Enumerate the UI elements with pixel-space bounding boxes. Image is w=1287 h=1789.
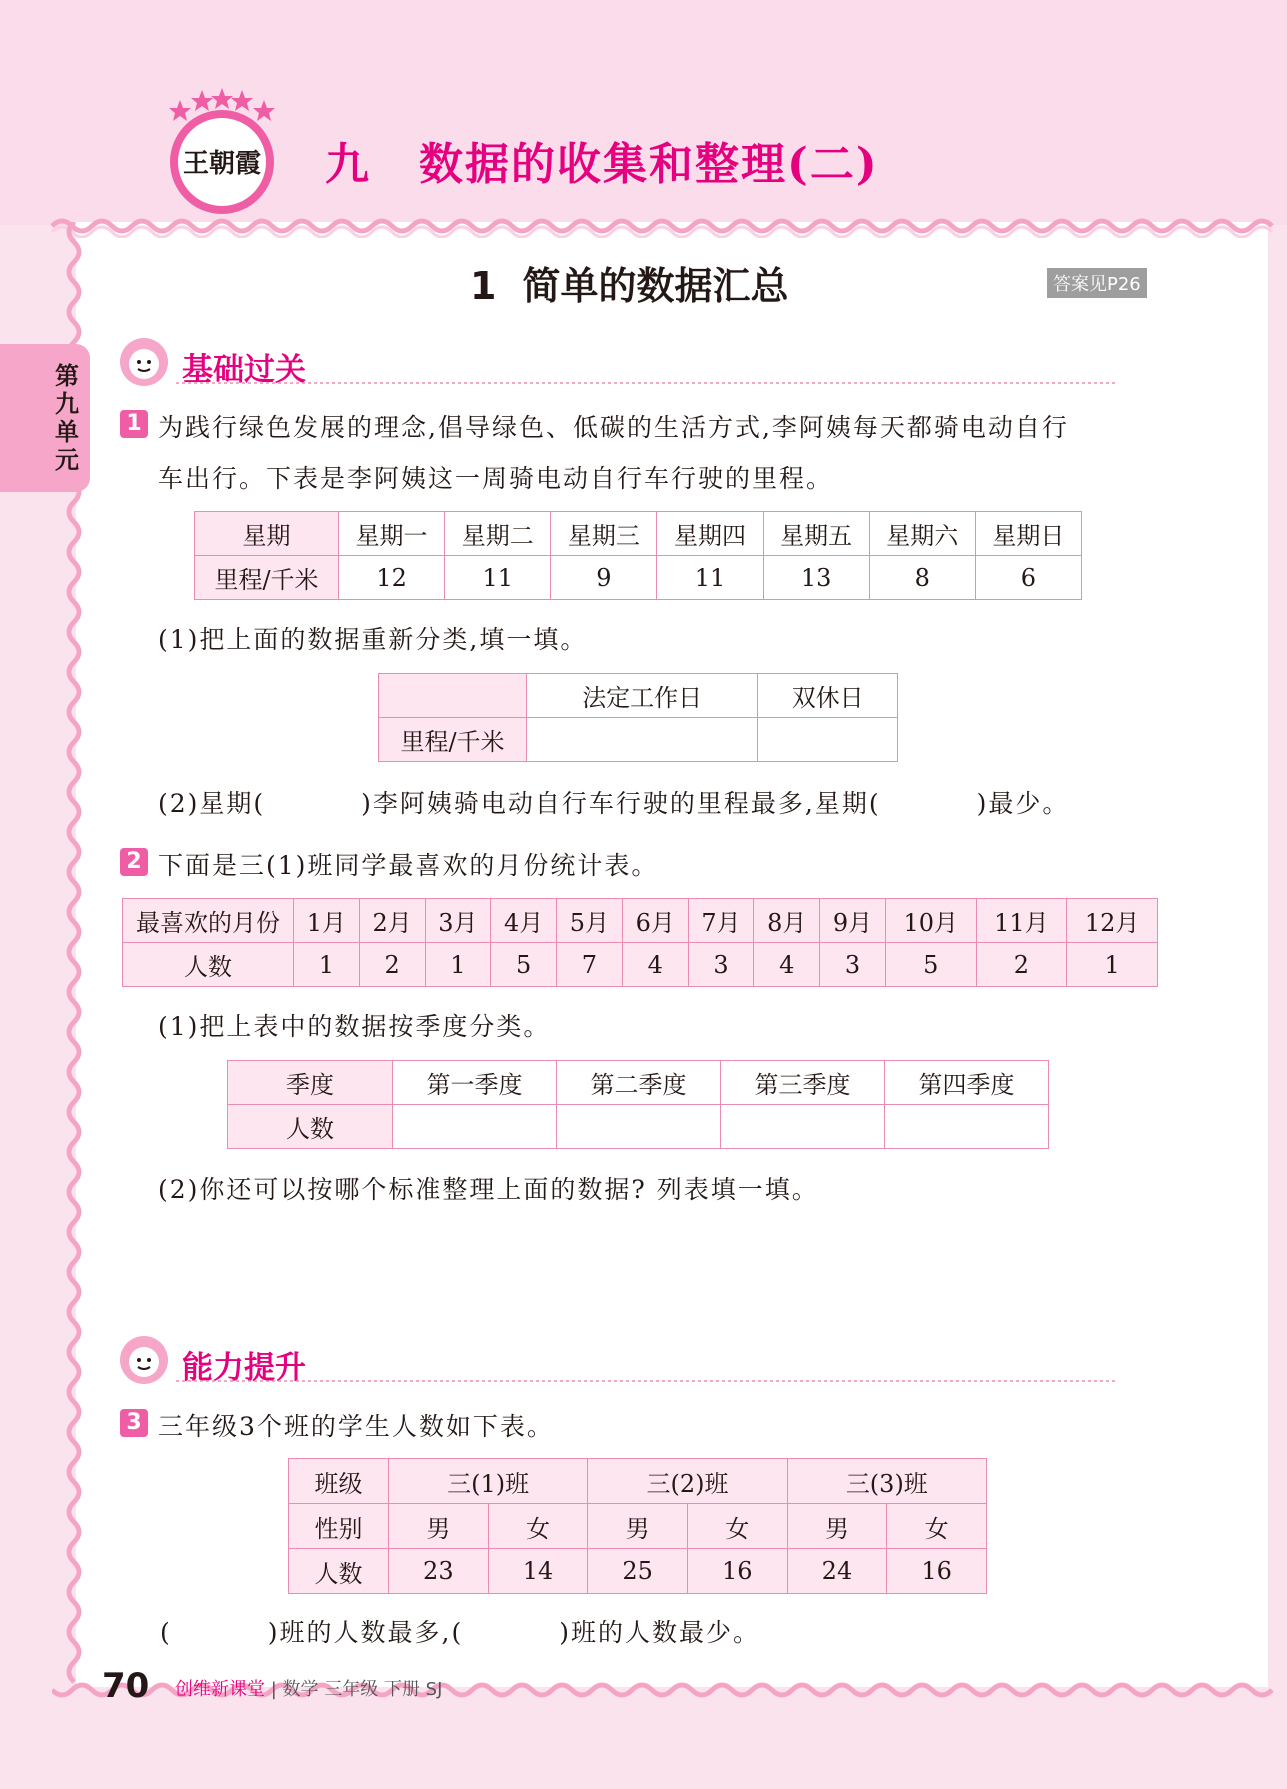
answer-reference-badge: 答案见P26: [1047, 268, 1147, 298]
table-row-label: 人数: [228, 1105, 393, 1149]
svg-text:王朝霞: 王朝霞: [182, 149, 262, 179]
section-dotted-line: [176, 1378, 1116, 1384]
table-cell: 5: [491, 943, 557, 987]
table-header-cell: 9月: [820, 899, 886, 943]
table-header-cell: 星期二: [445, 512, 551, 556]
q1-sub2-part1: (2)星期(: [158, 789, 266, 818]
q1-sub2-part3: )最少。: [976, 789, 1070, 818]
q2-sub1: (1)把上表中的数据按季度分类。: [158, 1012, 551, 1041]
table-cell: 14: [488, 1549, 588, 1594]
table-header-cell: 2月: [359, 899, 425, 943]
table-cell: 11: [445, 556, 551, 600]
q2-month-table: [122, 898, 1158, 987]
q1-mileage-table: [194, 511, 1082, 600]
table-header-cell: 11月: [976, 899, 1067, 943]
q3-answer: [160, 1613, 760, 1649]
lesson-title: [470, 255, 788, 310]
table-cell: 4: [622, 943, 688, 987]
table-header-cell: 星期四: [657, 512, 763, 556]
footer-brand: 创维新课堂: [175, 1679, 265, 1700]
table-header-cell: 12月: [1067, 899, 1158, 943]
q2-quarter-table: [227, 1060, 1049, 1149]
section-label-advanced: 能力提升: [182, 1350, 306, 1386]
footer-subject-info: 数学 三年级 下册 SJ: [282, 1679, 443, 1700]
chapter-title: [325, 128, 879, 192]
table-cell: 男: [588, 1504, 688, 1549]
table-cell: 6: [975, 556, 1081, 600]
q1-sub2-part2: )李阿姨骑电动自行车行驶的里程最多,星期(: [361, 789, 881, 818]
table-cell: 25: [588, 1549, 688, 1594]
table-cell: 4: [754, 943, 820, 987]
table-cell: 2: [359, 943, 425, 987]
table-cell: 8: [869, 556, 975, 600]
table-row-label: 人数: [123, 943, 294, 987]
q1-text-line2: 车出行。下表是李阿姨这一周骑电动自行车行驶的里程。: [158, 464, 834, 493]
table-header-cell: 双休日: [758, 674, 898, 718]
brand-logo-icon: [158, 88, 286, 216]
q1-text-line1: 为践行绿色发展的理念,倡导绿色、低碳的生活方式,李阿姨每天都骑电动自行: [158, 413, 1069, 442]
question-number-2: 2: [120, 848, 148, 876]
page-number: 70: [102, 1666, 150, 1706]
table-cell: 5: [885, 943, 976, 987]
q3-class-table: [288, 1458, 987, 1594]
table-cell: 9: [551, 556, 657, 600]
blank-answer-cell[interactable]: [527, 718, 758, 762]
mascot-icon: [118, 1334, 170, 1386]
table-header-cell: 5月: [557, 899, 623, 943]
table-header-cell: 第二季度: [557, 1061, 721, 1105]
q3-text: 三年级3个班的学生人数如下表。: [158, 1412, 554, 1441]
table-row-label: 性别: [289, 1504, 389, 1549]
table-cell: 24: [787, 1549, 887, 1594]
question-number-1: 1: [120, 410, 148, 438]
table-header-cell: 星期五: [763, 512, 869, 556]
q1-sub1: (1)把上面的数据重新分类,填一填。: [158, 625, 588, 654]
table-header-cell: 8月: [754, 899, 820, 943]
q1-sub2: [158, 784, 1069, 820]
footer-band: [0, 1705, 1287, 1789]
table-header-cell: [379, 674, 527, 718]
question-number-3: 3: [120, 1409, 148, 1437]
table-header-cell: 3月: [425, 899, 491, 943]
table-cell: 男: [787, 1504, 887, 1549]
table-header-cell: 星期六: [869, 512, 975, 556]
table-header-cell: 第一季度: [393, 1061, 557, 1105]
table-cell: 1: [1067, 943, 1158, 987]
table-cell: 12: [339, 556, 445, 600]
unit-side-tab-label: 第九单元: [55, 362, 79, 474]
table-cell: 23: [389, 1549, 489, 1594]
footer-info: 创维新课堂 | 数学 三年级 下册 SJ: [175, 1679, 443, 1700]
section-dotted-line: [176, 380, 1116, 386]
table-header-cell: 第三季度: [721, 1061, 885, 1105]
table-header-cell: 三(3)班: [787, 1459, 986, 1504]
blank-answer-cell[interactable]: [758, 718, 898, 762]
blank-answer-cell[interactable]: [885, 1105, 1049, 1149]
table-header-cell: 1月: [294, 899, 360, 943]
blank-answer-cell[interactable]: [393, 1105, 557, 1149]
q3-answer-part2: )班的人数最多,(: [267, 1618, 464, 1647]
table-cell: 16: [687, 1549, 787, 1594]
table-cell: 1: [294, 943, 360, 987]
table-header-cell: 法定工作日: [527, 674, 758, 718]
q3-answer-part1: (: [160, 1618, 172, 1647]
table-cell: 13: [763, 556, 869, 600]
table-cell: 3: [688, 943, 754, 987]
table-cell: 女: [887, 1504, 987, 1549]
section-header-advanced: [116, 1334, 1160, 1390]
section-header-basic: [116, 336, 1160, 392]
mascot-icon: [118, 336, 170, 388]
table-cell: 11: [657, 556, 763, 600]
table-header-cell: 星期一: [339, 512, 445, 556]
table-header-cell: 星期日: [975, 512, 1081, 556]
section-label-basic: 基础过关: [182, 352, 306, 388]
table-cell: 3: [820, 943, 886, 987]
table-header-cell: 10月: [885, 899, 976, 943]
table-header-cell: 班级: [289, 1459, 389, 1504]
table-cell: 男: [389, 1504, 489, 1549]
chapter-title-text: 数据的收集和整理(二): [419, 139, 879, 190]
table-row-label: 人数: [289, 1549, 389, 1594]
table-cell: 16: [887, 1549, 987, 1594]
table-cell: 2: [976, 943, 1067, 987]
table-header-cell: 最喜欢的月份: [123, 899, 294, 943]
table-header-cell: 季度: [228, 1061, 393, 1105]
chapter-number: 九: [325, 139, 371, 190]
table-cell: 1: [425, 943, 491, 987]
table-header-cell: 7月: [688, 899, 754, 943]
blank-answer-cell[interactable]: [557, 1105, 721, 1149]
lesson-number: 1: [470, 264, 497, 308]
table-header-cell: 星期三: [551, 512, 657, 556]
table-header-cell: 星期: [195, 512, 339, 556]
table-row-label: 里程/千米: [379, 718, 527, 762]
q3-answer-part3: )班的人数最少。: [559, 1618, 760, 1647]
table-header-cell: 三(2)班: [588, 1459, 787, 1504]
blank-answer-cell[interactable]: [721, 1105, 885, 1149]
lesson-title-text: 简单的数据汇总: [522, 264, 789, 308]
q1-classification-table: [378, 673, 898, 762]
table-header-cell: 三(1)班: [389, 1459, 588, 1504]
table-row-label: 里程/千米: [195, 556, 339, 600]
table-header-cell: 第四季度: [885, 1061, 1049, 1105]
table-header-cell: 4月: [491, 899, 557, 943]
table-cell: 女: [687, 1504, 787, 1549]
q2-text: 下面是三(1)班同学最喜欢的月份统计表。: [158, 851, 659, 880]
table-cell: 7: [557, 943, 623, 987]
table-header-cell: 6月: [622, 899, 688, 943]
table-cell: 女: [488, 1504, 588, 1549]
q2-sub2: (2)你还可以按哪个标准整理上面的数据? 列表填一填。: [158, 1175, 819, 1204]
